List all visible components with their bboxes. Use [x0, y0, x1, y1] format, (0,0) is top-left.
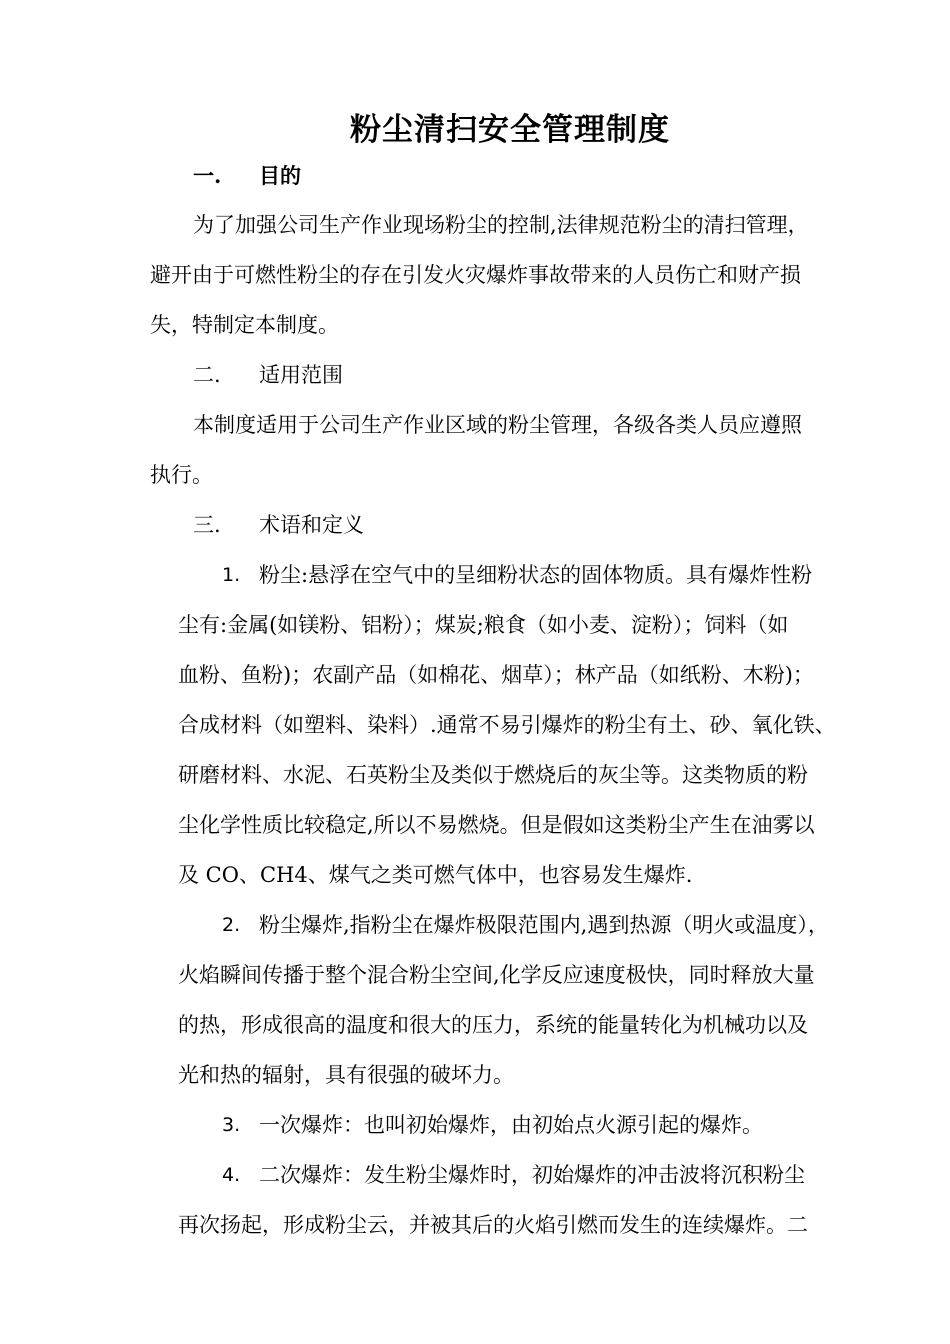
section-3-number: 三.: [193, 513, 221, 537]
list-item-line: 火焰瞬间传播于整个混合粉尘空间,化学反应速度极快，同时释放大量: [178, 963, 815, 987]
paragraph-line: 为了加强公司生产作业现场粉尘的控制,法律规范粉尘的清扫管理，: [193, 213, 809, 237]
section-1-number: 一.: [193, 163, 222, 188]
paragraph-line: 避开由于可燃性粉尘的存在引发火灾爆炸事故带来的人员伤亡和财产损: [150, 263, 801, 287]
list-item-line: 合成材料（如塑料、染料）.通常不易引爆炸的粉尘有土、砂、氧化铁、: [178, 713, 836, 737]
item-3-number: 3.: [222, 1114, 241, 1136]
item-1-number: 1.: [222, 564, 241, 586]
list-item-line: 一次爆炸：也叫初始爆炸，由初始点火源引起的爆炸。: [259, 1113, 763, 1137]
paragraph-line: 失，特制定本制度。: [150, 313, 339, 337]
section-3-heading: 术语和定义: [259, 513, 364, 537]
section-2-heading: 适用范围: [259, 363, 343, 387]
list-item-line: 尘有:金属(如镁粉、铝粉）；煤炭;粮食（如小麦、淀粉）；饲料（如: [178, 613, 789, 637]
list-item-line: 尘化学性质比较稳定,所以不易燃烧。但是假如这类粉尘产生在油雾以: [178, 813, 815, 837]
section-2-number: 二.: [193, 363, 221, 387]
paragraph-line: 本制度适用于公司生产作业区域的粉尘管理，各级各类人员应遵照: [193, 413, 802, 437]
list-item-line: 及 CO、CH4、煤气之类可燃气体中，也容易发生爆炸.: [178, 863, 693, 887]
list-item-line: 二次爆炸：发生粉尘爆炸时，初始爆炸的冲击波将沉积粉尘: [259, 1163, 805, 1187]
item-4-number: 4.: [222, 1164, 241, 1186]
list-item-line: 粉尘:悬浮在空气中的呈细粉状态的固体物质。具有爆炸性粉: [259, 563, 813, 587]
list-item-line: 光和热的辐射，具有很强的破坏力。: [178, 1063, 514, 1087]
list-item-line: 粉尘爆炸,指粉尘在爆炸极限范围内,遇到热源（明火或温度），: [259, 913, 829, 937]
list-item-line: 血粉、鱼粉)；农副产品（如棉花、烟草）；林产品（如纸粉、木粉)；: [178, 663, 814, 687]
list-item-line: 研磨材料、水泥、石英粉尘及类似于燃烧后的灰尘等。这类物质的粉: [178, 763, 808, 787]
paragraph-line: 执行。: [150, 463, 213, 487]
list-item-line: 的热，形成很高的温度和很大的压力，系统的能量转化为机械功以及: [178, 1013, 808, 1037]
list-item-line: 再次扬起，形成粉尘云，并被其后的火焰引燃而发生的连续爆炸。二: [178, 1213, 808, 1237]
section-1-heading: 目的: [259, 163, 301, 188]
document-title: 粉尘清扫安全管理制度: [350, 112, 670, 148]
item-2-number: 2.: [222, 914, 241, 936]
